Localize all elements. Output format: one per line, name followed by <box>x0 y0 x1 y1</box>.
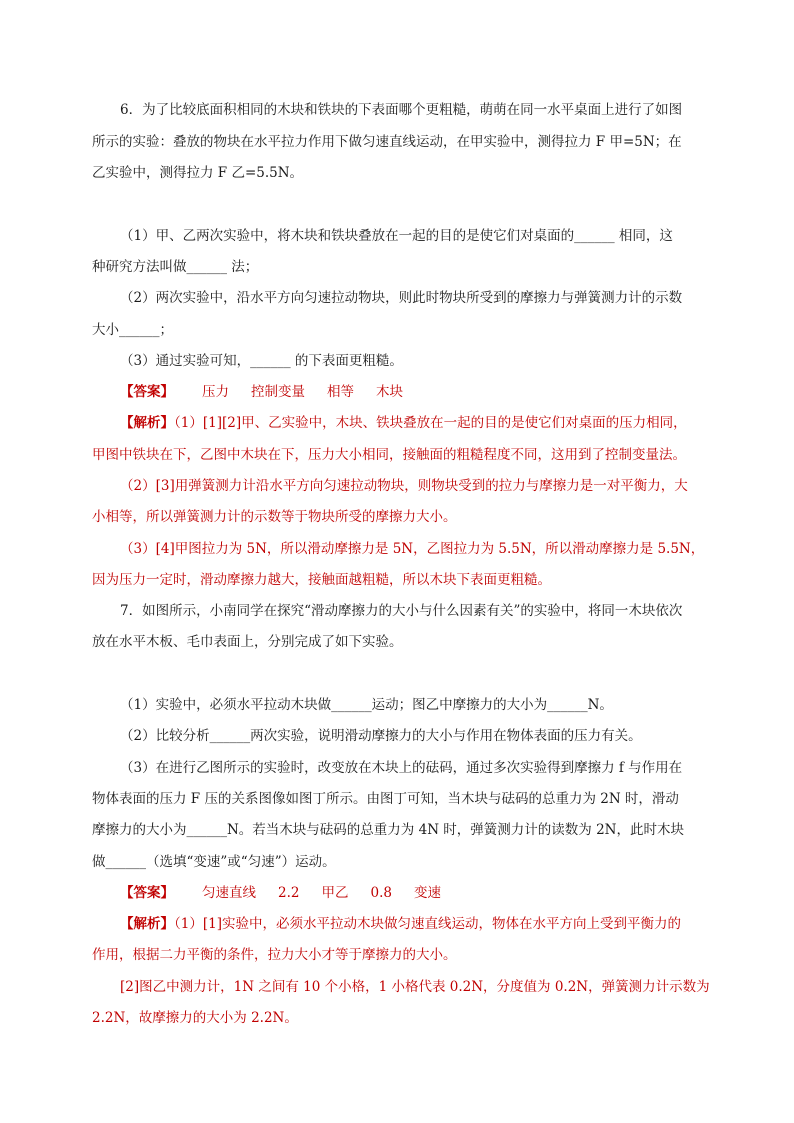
q6-sub1-line-1: （1）甲、乙两次实验中，将木块和铁块叠放在一起的目的是使它们对桌面的______ 相同，这 <box>120 228 673 244</box>
q6-sub1-line-2: 种研究方法叫做______ 法； <box>92 259 259 275</box>
q6-stem-line-1: 6．为了比较底面积相同的木块和铁块的下表面哪个更粗糙，萌萌在同一水平桌面上进行了如图 <box>120 102 683 118</box>
q7-answer-5: 变速 <box>413 885 441 901</box>
q7-analysis-1-line-2: 作用，根据二力平衡的条件，拉力大小才等于摩擦力的大小。 <box>92 947 457 963</box>
q6-stem-line-3: 乙实验中，测得拉力 F 乙=5.5N。 <box>92 165 304 181</box>
q6-sub3: （3）通过实验可知，______ 的下表面更粗糙。 <box>120 353 403 369</box>
q7-analysis-1-line-1: （1）[1]实验中，必须水平拉动木块做匀速直线运动，物体在水平方向上受到平衡力的 <box>174 916 681 932</box>
q6-answer-1: 压力 <box>202 384 229 400</box>
q6-answer-2: 控制变量 <box>251 384 305 400</box>
q6-analysis-2-line-1: （2）[3]用弹簧测力计沿水平方向匀速拉动物块，则物块受到的拉力与摩擦力是一对平衡力，大 <box>120 478 688 494</box>
q7-sub2: （2）比较分析______两次实验，说明滑动摩擦力的大小与作用在物体表面的压力有关。 <box>120 728 642 744</box>
q6-answer-label: 【答案】 <box>120 384 174 400</box>
q7-answer-1: 匀速直线 <box>202 885 256 901</box>
q6-analysis-1-line-2: 甲图中铁块在下，乙图中木块在下，压力大小相同，接触面的粗糙程度不同，这用到了控制变量法。 <box>92 447 686 463</box>
q6-sub2-line-1: （2）两次实验中，沿水平方向匀速拉动物块，则此时物块所受到的摩擦力与弹簧测力计的示数 <box>120 290 683 306</box>
q6-analysis-1-line-1: （1）[1][2]甲、乙实验中，木块、铁块叠放在一起的目的是使它们对桌面的压力相同， <box>174 415 687 431</box>
q6-analysis-label: 【解析】 <box>120 415 174 431</box>
q6-answer-row <box>120 383 712 401</box>
q6-answers <box>202 384 425 400</box>
q7-answer-2: 2.2 <box>278 885 300 901</box>
q7-analysis-row-1 <box>120 915 712 933</box>
q6-stem-line-2: 所示的实验：叠放的物块在水平拉力作用下做匀速直线运动，在甲实验中，测得拉力 F 甲=5N；在 <box>92 134 682 150</box>
q7-sub1: （1）实验中，必须水平拉动木块做______运动；图乙中摩擦力的大小为______N。 <box>120 697 613 713</box>
q7-sub3-line-2: 物体表面的压力 F 压的关系图像如图丁所示。由图丁可知，当木块与砝码的总重力为 2N 时，滑动 <box>92 791 679 807</box>
q7-analysis-2-line-1: [2]图乙中测力计，1N 之间有 10 个小格，1 小格代表 0.2N，分度值为 0.2N，弹簧测力计示数为 <box>120 979 710 995</box>
q7-sub3-line-3: 摩擦力的大小为______N。若当木块与砝码的总重力为 4N 时，弹簧测力计的读数为 2N，此时木块 <box>92 822 684 838</box>
q7-sub3-line-4: 做______（选填“变速”或“匀速”）运动。 <box>92 854 336 870</box>
q7-answer-3: 甲乙 <box>321 885 349 901</box>
q7-analysis-label: 【解析】 <box>120 916 174 932</box>
q6-answer-3: 相等 <box>327 384 354 400</box>
q7-stem-line-1: 7．如图所示，小南同学在探究“滑动摩擦力的大小与什么因素有关”的实验中，将同一木块依次 <box>120 603 683 619</box>
q6-analysis-3-line-2: 因为压力一定时，滑动摩擦力越大，接触面越粗糙，所以木块下表面更粗糙。 <box>92 572 551 588</box>
q6-answer-4: 木块 <box>376 384 403 400</box>
q7-answer-row <box>120 884 712 902</box>
q7-sub3-line-1: （3）在进行乙图所示的实验时，改变放在木块上的砝码，通过多次实验得到摩擦力 f 与作用在 <box>120 760 683 776</box>
q6-sub2-line-2: 大小______； <box>92 322 173 338</box>
q7-answer-label: 【答案】 <box>120 885 174 901</box>
q7-analysis-2-line-2: 2.2N，故摩擦力的大小为 2.2N。 <box>92 1010 298 1026</box>
q6-analysis-2-line-2: 小相等，所以弹簧测力计的示数等于物块所受的摩擦力大小。 <box>92 509 457 525</box>
q7-answers <box>202 885 463 901</box>
q6-analysis-row-1 <box>120 414 712 432</box>
q7-stem-line-2: 放在水平木板、毛巾表面上，分别完成了如下实验。 <box>92 634 403 650</box>
q7-answer-4: 0.8 <box>370 885 392 901</box>
q6-analysis-3-line-1: （3）[4]甲图拉力为 5N，所以滑动摩擦力是 5N，乙图拉力为 5.5N，所以滑动摩擦力是 5.5N， <box>120 541 705 557</box>
